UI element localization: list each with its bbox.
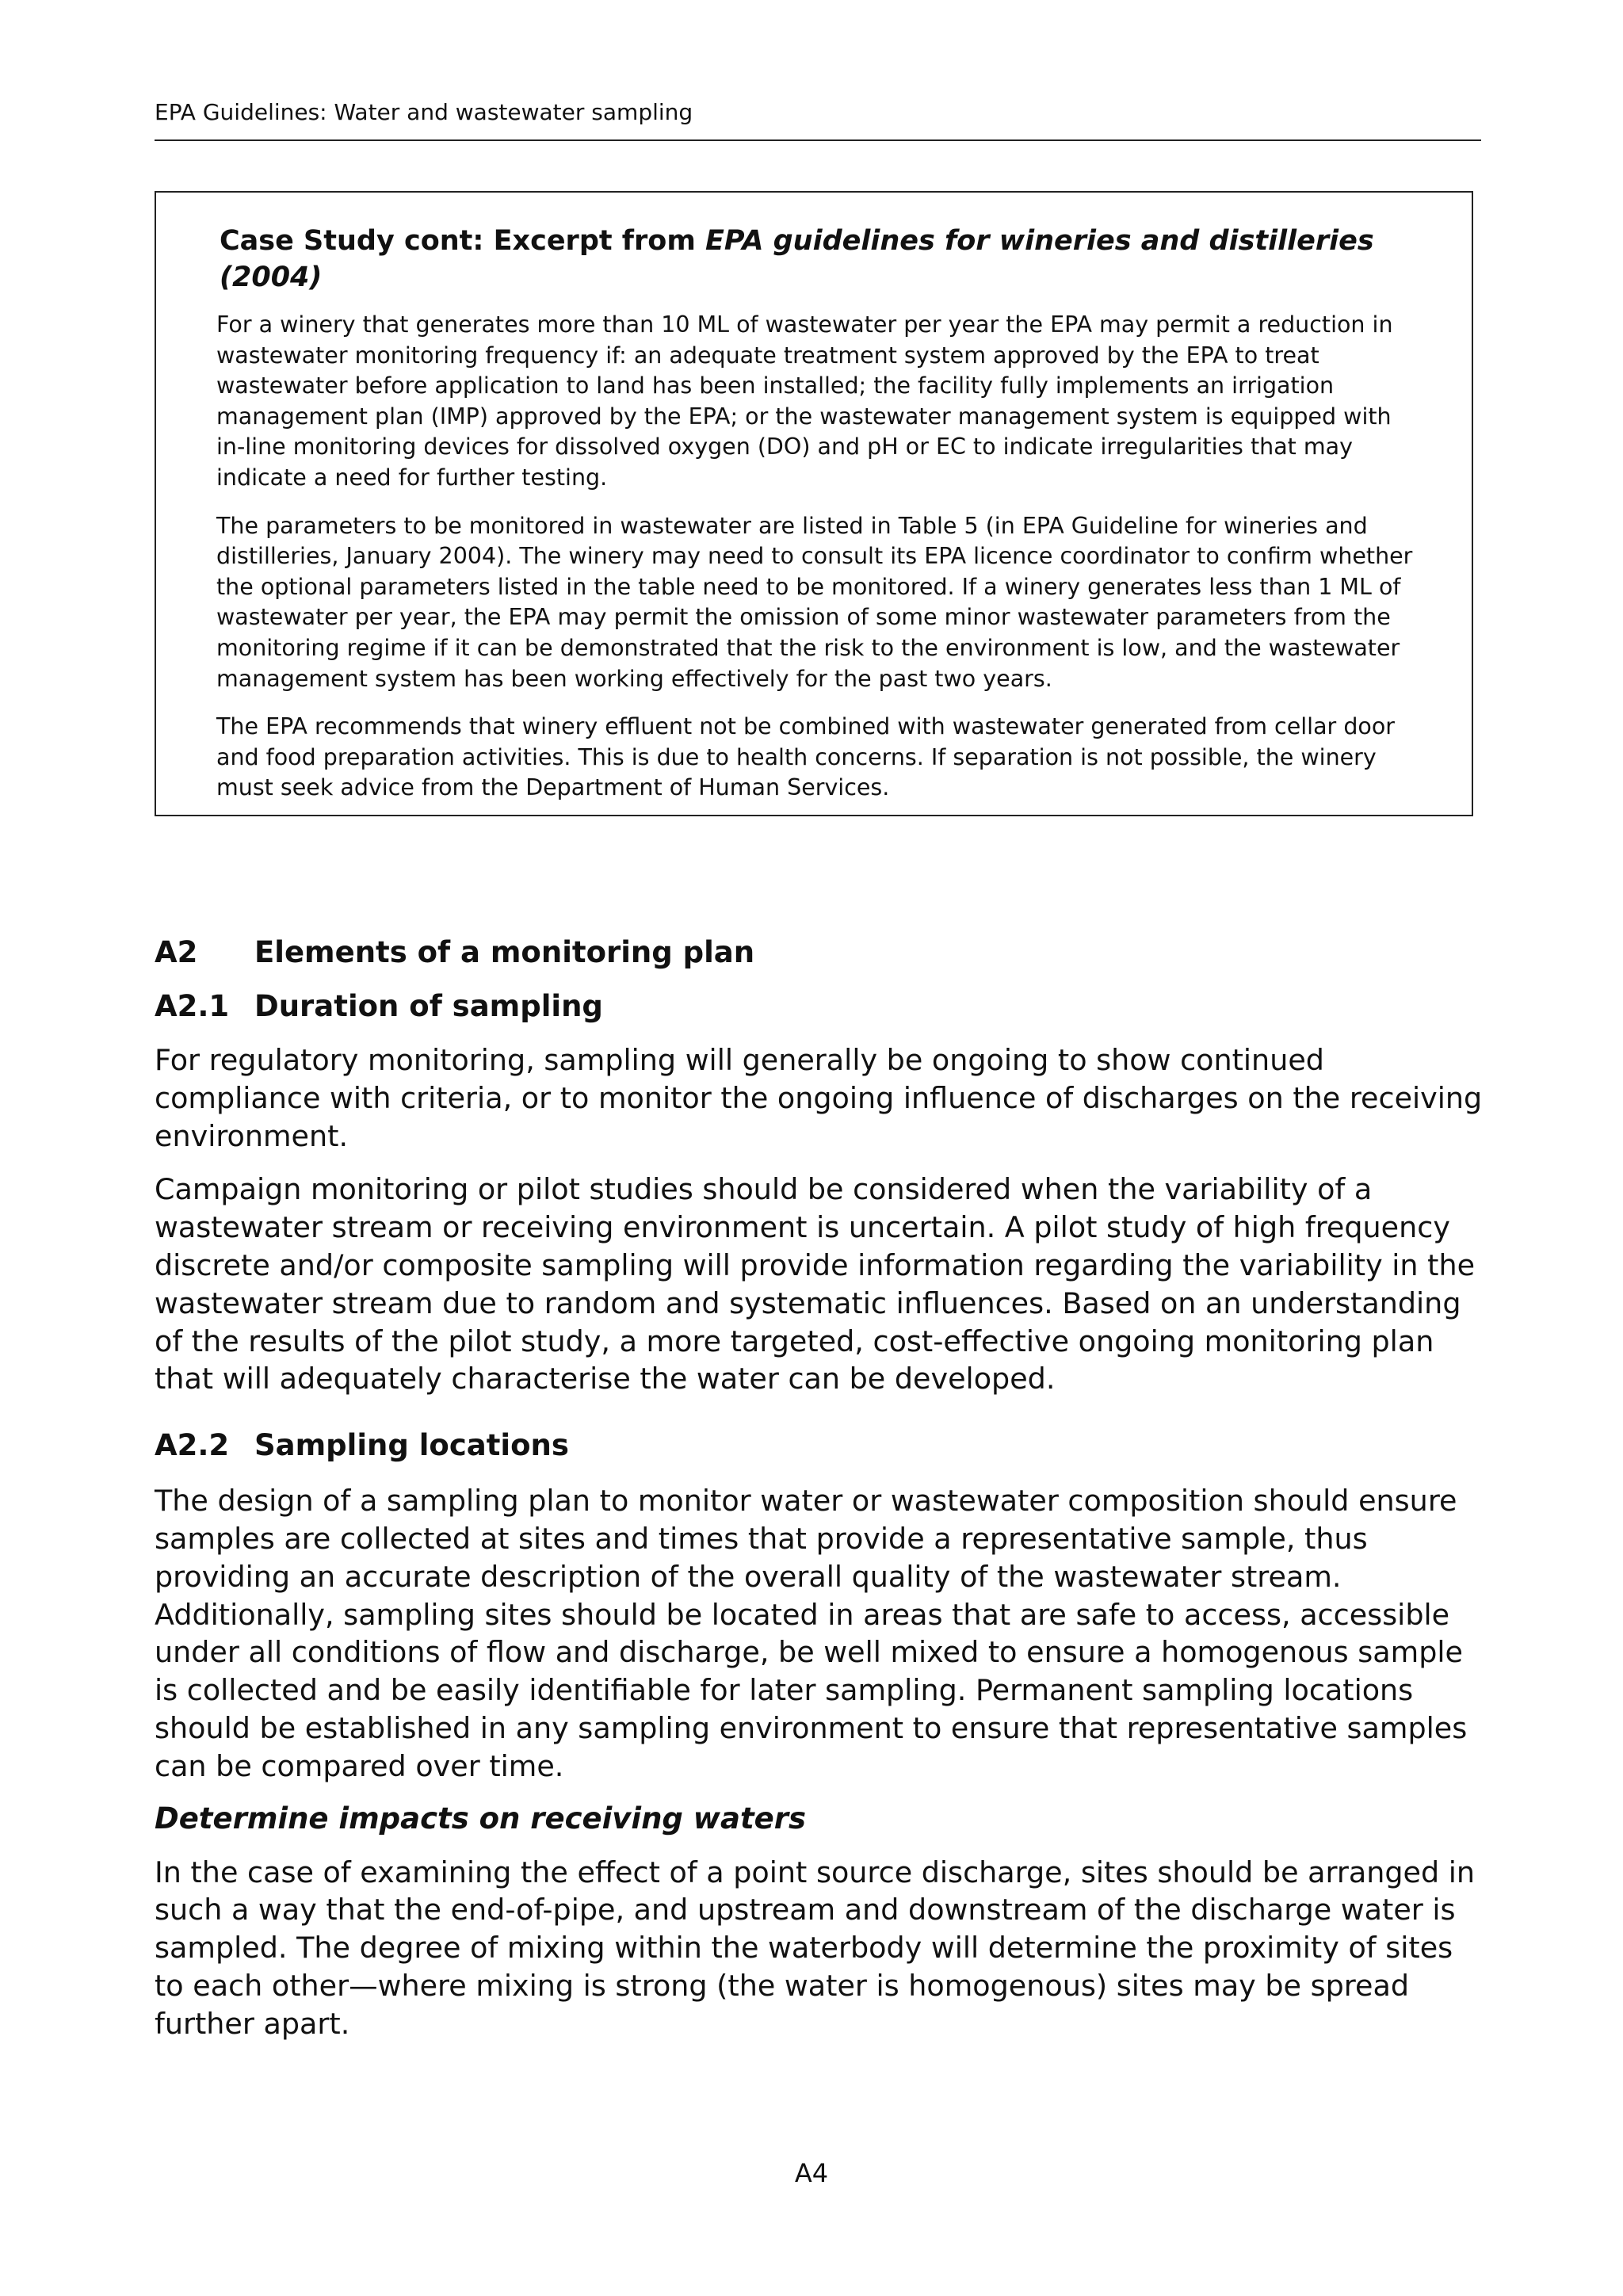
- section-a2-title: Elements of a monitoring plan: [254, 935, 755, 969]
- main-content: [155, 934, 1486, 2043]
- case-study-title: [220, 223, 1413, 296]
- case-study-box: [155, 191, 1473, 816]
- section-a22-paragraph: The design of a sampling plan to monitor water or wastewater composition should ensure samples are collected at sites and times that provide a representative sample, thus providing an accurate description of the overall quality of the wastewater stream. Additionally, sampling sites should be located in areas that are safe to access, accessible under all conditions of flow and discharge, be well mixed to ensure a homogenous sample is collected and be easily identifiable for later sampling. Permanent sampling locations should be established in any sampling environment to ensure that representative samples can be compared over time.: [155, 1484, 1468, 1783]
- section-a2-number: A2: [155, 935, 198, 969]
- section-a22-title: Sampling locations: [254, 1428, 569, 1463]
- case-study-paragraph: The EPA recommends that winery effluent not be combined with wastewater generated from cellar door and food preparation activities. This is due to health concerns. If separation is not possible, the winery must seek advice from the Department of Human Services.: [216, 713, 1395, 801]
- section-a21-paragraph: Campaign monitoring or pilot studies should be considered when the variability of a wastewater stream or receiving environment is uncertain. A pilot study of high frequency discrete and/or composite sampling will provide information regarding the variability in the wastewater stream due to random and systematic influences. Based on an understanding of the results of the pilot study, a more targeted, cost-effective ongoing monitoring plan that will adequately characterise the water can be developed.: [155, 1172, 1476, 1396]
- page-number: A4: [794, 2158, 829, 2188]
- receiving-waters-paragraph: In the case of examining the effect of a point source discharge, sites should be arranged in such a way that the end-of-pipe, and upstream and downstream of the discharge water is sampled. The degree of mixing within the waterbody will determine the proximity of sites to each other—where mixing is strong (the water is homogenous) sites may be spread further apart.: [155, 1855, 1476, 2041]
- section-a22-heading: [155, 1427, 1486, 1465]
- case-study-title-prefix: Case Study cont: Excerpt from: [220, 225, 705, 257]
- case-study-title-italic: EPA guidelines for wineries and distilleries (2004): [220, 225, 1374, 293]
- section-a21-title: Duration of sampling: [254, 989, 603, 1023]
- section-a21-paragraph: For regulatory monitoring, sampling will generally be ongoing to show continued compliance with criteria, or to monitor the ongoing influence of discharges on the receiving environment.: [155, 1043, 1483, 1153]
- section-a22-number: A2.2: [155, 1428, 230, 1463]
- case-study-paragraph: For a winery that generates more than 10 ML of wastewater per year the EPA may permit a reduction in wastewater monitoring frequency if: an adequate treatment system approved by the EPA to treat wastewater before application to land has been installed; the facility fully implements an irrigation management plan (IMP) approved by the EPA; or the wastewater management system is equipped with in-line monitoring devices for dissolved oxygen (DO) and pH or EC to indicate irregularities that may indicate a need for further testing.: [216, 311, 1393, 491]
- section-a2-heading: [155, 934, 1486, 972]
- page-header: [155, 98, 1481, 141]
- section-a21-number: A2.1: [155, 989, 230, 1023]
- header-title: EPA Guidelines: Water and wastewater sampling: [155, 99, 693, 125]
- case-study-paragraph: The parameters to be monitored in wastewater are listed in Table 5 (in EPA Guideline for wineries and distilleries, January 2004). The winery may need to consult its EPA licence coordinator to confirm whether the optional parameters listed in the table need to be monitored. If a winery generates less than 1 ML of wastewater per year, the EPA may permit the omission of some minor wastewater parameters from the monitoring regime if it can be demonstrated that the risk to the environment is low, and the wastewater management system has been working effectively for the past two years.: [216, 512, 1413, 692]
- section-a21-heading: [155, 988, 1486, 1026]
- receiving-waters-heading: Determine impacts on receiving waters: [155, 1801, 807, 1836]
